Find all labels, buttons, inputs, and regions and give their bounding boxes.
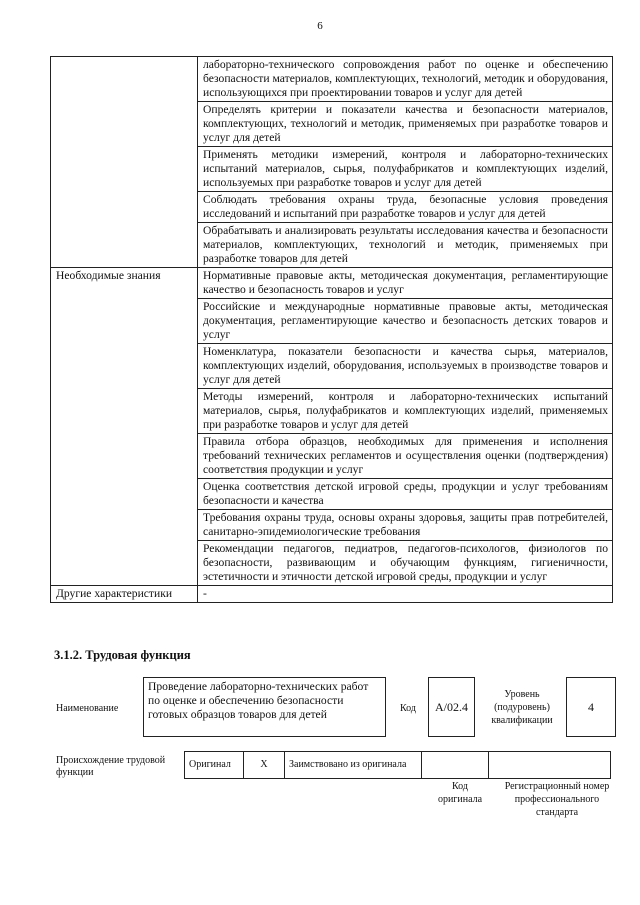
- other-label: Другие характеристики: [51, 586, 198, 603]
- skill-item: лабораторно-технического сопровождения работ по оценке и обеспечению безопасности материалов, комплектующих, технологий, методик и оборудования, использующихся при проектировании товаров и услуг для детей: [198, 57, 613, 102]
- table-row: [51, 57, 613, 102]
- knowledge-item: Российские и международные нормативные правовые акты, методическая документация, регламентирующие качество и безопасность детских товаров и услуг: [198, 299, 613, 344]
- skill-item: Применять методики измерений, контроля и лабораторно-технических испытаний материалов, сырья, полуфабрикатов и комплектующих изделий, используемых при разработке товаров и услуг для детей: [198, 147, 613, 192]
- table-row: [185, 752, 611, 779]
- knowledge-item: Рекомендации педагогов, педиатров, педагогов-психологов, физиологов по безопасности, развивающим и обучающим функциям, гигиеничности, эстетичности и этичности детской игровой среды, продукции и услуг: [198, 541, 613, 586]
- competency-table: [50, 56, 613, 603]
- code-value-box: А/02.4: [428, 677, 475, 737]
- reg-number-label: Регистрационный номер профессионального стандарта: [504, 781, 610, 818]
- knowledge-item: Оценка соответствия детской игровой среды, продукции и услуг требованиям безопасности и качества: [198, 479, 613, 510]
- level-label: Уровень (подуровень) квалификации: [491, 689, 553, 726]
- knowledge-item: Требования охраны труда, основы охраны здоровья, защиты прав потребителей, санитарно-эпидемиологические требования: [198, 510, 613, 541]
- table-row: [51, 586, 613, 603]
- origin-code-label: Код оригинала: [437, 781, 483, 805]
- reg-number-cell: [489, 752, 611, 779]
- page-number: 6: [317, 20, 323, 32]
- knowledge-label: Необходимые знания: [51, 268, 198, 586]
- skill-item: Соблюдать требования охраны труда, безопасные условия проведения исследований и испытаний при разработке товаров и услуг для детей: [198, 192, 613, 223]
- code-label: Код: [400, 703, 416, 714]
- level-value-box: 4: [566, 677, 616, 737]
- section-title: 3.1.2. Трудовая функция: [54, 648, 191, 662]
- origin-table: [184, 751, 611, 779]
- name-label: Наименование: [56, 703, 119, 714]
- knowledge-item: Номенклатура, показатели безопасности и качества сырья, материалов, комплектующих изделий, оборудования, используемых в производстве товаров и услуг для детей: [198, 344, 613, 389]
- row-label-empty: [51, 57, 198, 268]
- skill-item: Определять критерии и показатели качества и безопасности материалов, комплектующих, технологий и методик, применяемых при разработке товаров и услуг для детей: [198, 102, 613, 147]
- original-label: Оригинал: [185, 752, 244, 779]
- skill-item: Обрабатывать и анализировать результаты исследования качества и безопасности материалов, комплектующих, технологий и методик, применяемых при разработке товаров для детей: [198, 223, 613, 268]
- origin-code-cell: [422, 752, 489, 779]
- borrowed-label: Заимствовано из оригинала: [285, 752, 422, 779]
- origin-label: Происхождение трудовой функции: [56, 755, 166, 778]
- function-name-box: Проведение лабораторно-технических работ по оценке и обеспечению безопасности готовых образцов товаров для детей: [143, 677, 386, 737]
- table-row: [51, 268, 613, 299]
- original-mark: X: [244, 752, 285, 779]
- knowledge-item: Нормативные правовые акты, методическая документация, регламентирующие качество и безопасность товаров и услуг: [198, 268, 613, 299]
- knowledge-item: Правила отбора образцов, необходимых для применения и исполнения требований технических регламентов и осуществления оценки (подтверждения) соответствия продукции и услуг: [198, 434, 613, 479]
- knowledge-item: Методы измерений, контроля и лабораторно-технических испытаний материалов, сырья, полуфабрикатов и комплектующих изделий, применяемых при разработке товаров и услуг для детей: [198, 389, 613, 434]
- other-value: -: [198, 586, 613, 603]
